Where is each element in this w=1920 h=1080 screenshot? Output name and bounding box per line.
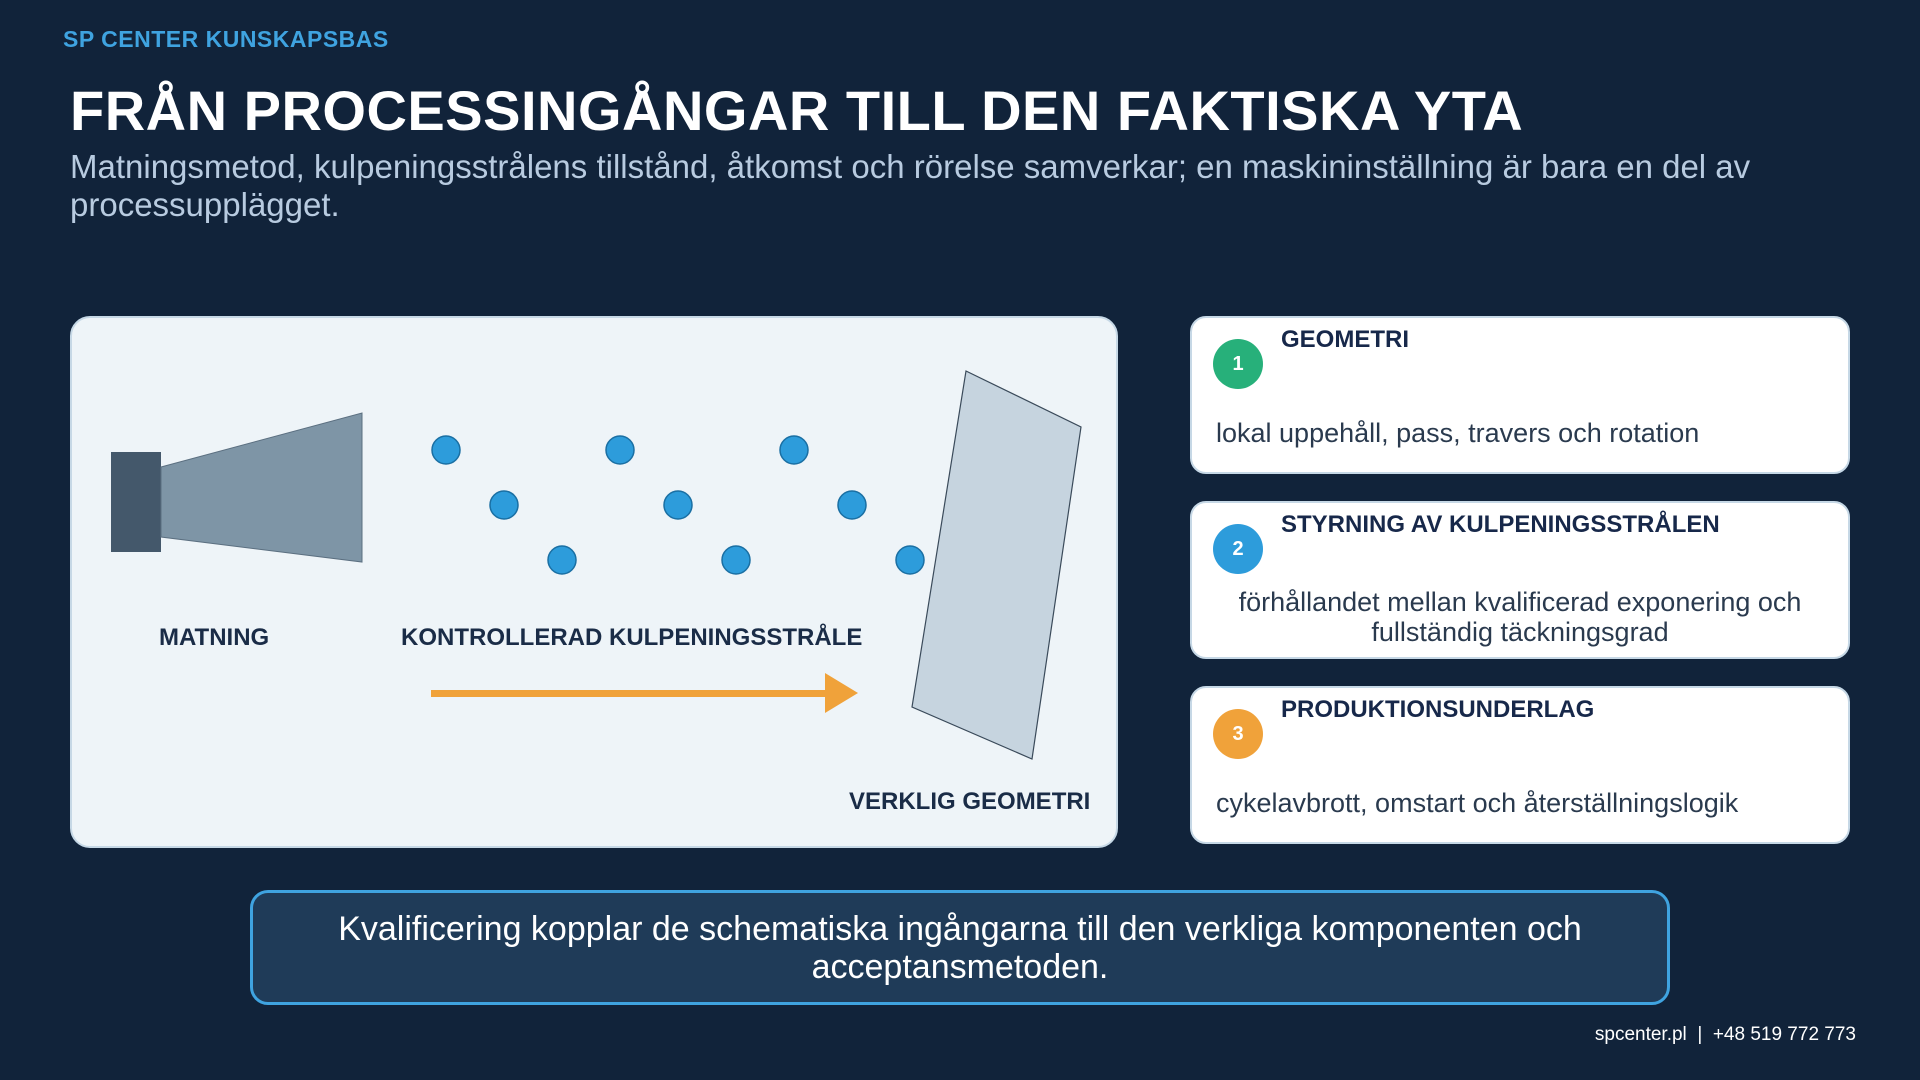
footer-contact: spcenter.pl | +48 519 772 773 <box>1594 1024 1856 1045</box>
direction-arrow <box>431 673 858 713</box>
nozzle-base <box>111 452 161 552</box>
card-title: STYRNING AV KULPENINGSSTRÅLEN <box>1281 511 1720 538</box>
shot-particle <box>780 436 808 464</box>
banner-text: Kvalificering kopplar de schematiska ingångarna till den verkliga komponenten och acceptansmetoden. <box>338 909 1582 986</box>
card-body: cykelavbrott, omstart och återställningslogik <box>1216 788 1739 818</box>
process-diagram <box>70 316 1118 848</box>
shot-particle <box>606 436 634 464</box>
card-title: PRODUKTIONSUNDERLAG <box>1281 696 1595 723</box>
step-badge-2: 2 <box>1213 524 1263 574</box>
shot-particle <box>896 546 924 574</box>
shot-particle <box>490 491 518 519</box>
target-surface <box>912 371 1081 759</box>
shot-particle <box>548 546 576 574</box>
shot-particle <box>722 546 750 574</box>
shot-particle <box>432 436 460 464</box>
diagram-graphic <box>72 318 1120 850</box>
shot-particle <box>838 491 866 519</box>
summary-banner <box>250 890 1670 1005</box>
info-card-production <box>1190 686 1850 844</box>
nozzle-cone <box>161 413 362 562</box>
geometry-label: VERKLIG GEOMETRI <box>849 788 1091 815</box>
feed-label: MATNING <box>159 624 270 651</box>
card-body: lokal uppehåll, pass, travers och rotation <box>1216 418 1700 448</box>
info-card-geometry <box>1190 316 1850 474</box>
page-title: FRÅN PROCESSINGÅNGAR TILL DEN FAKTISKA YTA <box>70 79 1524 142</box>
stream-label: KONTROLLERAD KULPENINGSSTRÅLE <box>401 624 863 651</box>
card-title: GEOMETRI <box>1281 326 1410 353</box>
page-subtitle: Matningsmetod, kulpeningsstrålens tillstånd, åtkomst och rörelse samverkar; en maskininställning är bara en del av processupplägget. <box>70 148 1751 223</box>
shot-particle <box>664 491 692 519</box>
card-body: förhållandet mellan kvalificerad exponering och fullständig täckningsgrad <box>1238 587 1802 647</box>
brand-label: SP CENTER KUNSKAPSBAS <box>63 26 389 52</box>
info-card-stream-control <box>1190 501 1850 659</box>
shot-particles <box>432 436 924 574</box>
step-badge-1: 1 <box>1213 339 1263 389</box>
step-badge-3: 3 <box>1213 709 1263 759</box>
